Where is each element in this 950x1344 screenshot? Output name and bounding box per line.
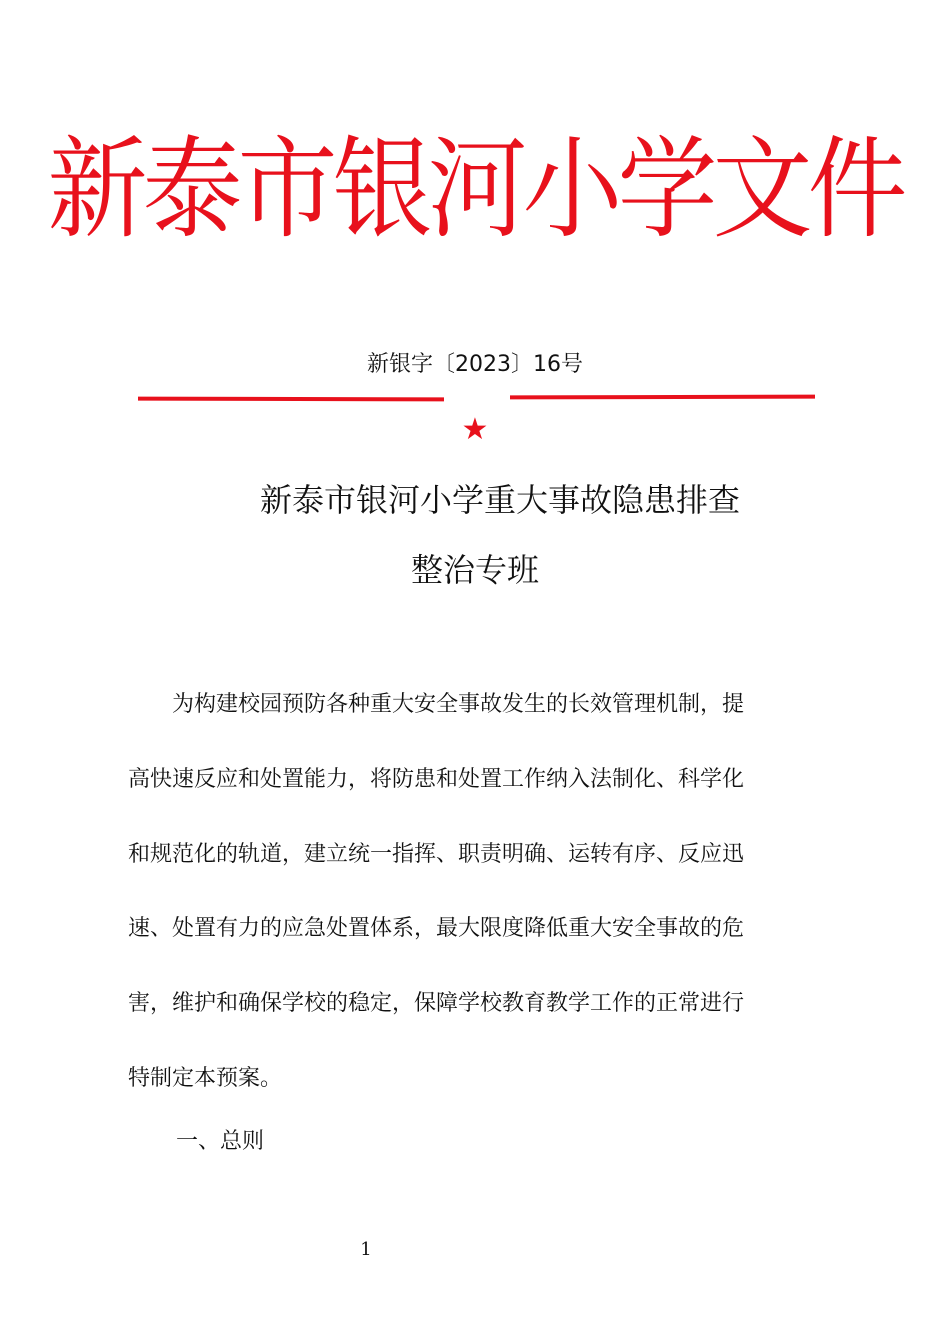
document-masthead: 新泰市银河小学文件 <box>47 125 903 254</box>
document-title-line-2: 整治专班 <box>410 551 539 589</box>
page-number: 1 <box>360 1239 372 1260</box>
red-divider-right <box>510 395 815 400</box>
paragraph-line: 速、处置有力的应急处置体系，最大限度降低重大安全事故的危 <box>128 916 745 941</box>
paragraph-line: 特制定本预案。 <box>128 1066 283 1091</box>
paragraph-line: 为构建校园预防各种重大安全事故发生的长效管理机制，提 <box>172 692 745 717</box>
document-number: 新银字〔2023〕16号 <box>367 352 583 377</box>
paragraph-line: 高快速反应和处置能力，将防患和处置工作纳入法制化、科学化 <box>128 767 745 792</box>
paragraph-line: 和规范化的轨道，建立统一指挥、职责明确、运转有序、反应迅 <box>128 842 745 867</box>
paragraph-line: 害，维护和确保学校的稳定，保障学校教育教学工作的正常进行 <box>128 991 745 1016</box>
section-heading: 一、总则 <box>176 1129 265 1154</box>
document-title-line-1: 新泰市银河小学重大事故隐患排查 <box>259 481 740 519</box>
star-icon: ★ <box>461 412 489 447</box>
red-divider-left <box>138 397 444 402</box>
